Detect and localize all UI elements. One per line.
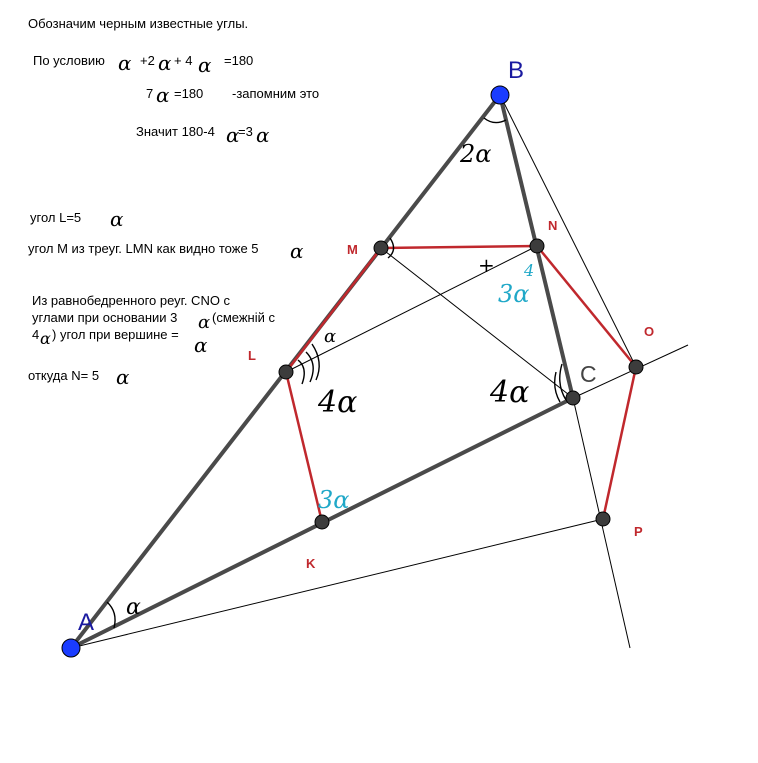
angle-n-small-label: 4 bbox=[524, 261, 535, 280]
side-m-n bbox=[381, 246, 537, 248]
note-line-2c: + 4 bbox=[174, 53, 193, 68]
notes bbox=[28, 16, 319, 389]
note-line-2-alpha-1: α bbox=[118, 51, 132, 75]
vertex-k bbox=[315, 515, 329, 529]
line-b-o bbox=[500, 95, 636, 367]
arc-b bbox=[484, 118, 506, 123]
note-line-4-alpha-1: α bbox=[226, 123, 240, 147]
line-a-p bbox=[71, 519, 603, 648]
label-n: N bbox=[548, 218, 558, 233]
note-line-6: угол M из треуг. LMN как видно тоже 5 bbox=[28, 241, 259, 256]
vertices bbox=[62, 86, 643, 657]
note-line-7: Из равнобедренного реуг. CNO с bbox=[32, 293, 231, 308]
note-line-9b: ) угол при вершине = bbox=[52, 327, 179, 342]
note-line-3-alpha: α bbox=[156, 83, 170, 107]
note-line-2-alpha-2: α bbox=[158, 51, 172, 75]
vertex-l bbox=[279, 365, 293, 379]
note-line-8b: (смежній с bbox=[212, 310, 275, 325]
vertex-b bbox=[491, 86, 509, 104]
label-c: C bbox=[580, 361, 597, 387]
angle-m-label: + bbox=[478, 253, 495, 277]
note-line-5: угол L=5 bbox=[30, 210, 82, 225]
side-l-m bbox=[286, 248, 381, 372]
angle-n-label: 3α bbox=[498, 280, 530, 308]
angle-a-label: α bbox=[126, 595, 141, 620]
angle-annotations bbox=[126, 140, 534, 620]
vertex-o bbox=[629, 360, 643, 374]
note-line-2b: +2 bbox=[140, 53, 155, 68]
label-b: B bbox=[508, 57, 525, 84]
side-o-p bbox=[603, 367, 636, 519]
arc-l-2 bbox=[306, 352, 313, 382]
label-l: L bbox=[248, 348, 256, 363]
label-o: O bbox=[644, 324, 655, 339]
vertex-n bbox=[530, 239, 544, 253]
angle-arcs bbox=[107, 118, 566, 628]
note-line-2d: =180 bbox=[224, 53, 254, 68]
label-p: P bbox=[634, 524, 643, 539]
note-line-8-alpha: α bbox=[198, 312, 211, 333]
note-line-4-alpha-2: α bbox=[256, 123, 270, 147]
label-a: A bbox=[78, 609, 95, 636]
note-line-4b: =3 bbox=[238, 124, 253, 139]
note-line-10: откуда N= 5 bbox=[28, 368, 100, 383]
label-m: M bbox=[347, 242, 358, 257]
note-line-10-alpha: α bbox=[116, 365, 130, 389]
angle-l-label: 4α bbox=[318, 385, 358, 420]
arc-a bbox=[107, 602, 115, 628]
note-line-9-alpha: α bbox=[40, 329, 51, 348]
note-line-5-alpha: α bbox=[110, 207, 124, 231]
side-l-k bbox=[286, 372, 322, 522]
vertex-p bbox=[596, 512, 610, 526]
point-labels bbox=[78, 57, 654, 636]
vertex-m bbox=[374, 241, 388, 255]
vertex-a bbox=[62, 639, 80, 657]
label-k: K bbox=[306, 556, 316, 571]
note-line-1: Обозначим черным известные углы. bbox=[28, 16, 249, 31]
note-line-3a: 7 bbox=[146, 86, 154, 101]
triangle-abc bbox=[71, 95, 573, 648]
note-line-2-alpha-3: α bbox=[198, 53, 212, 77]
angle-b-label: 2α bbox=[460, 140, 492, 168]
angle-l-upper-label: α bbox=[324, 326, 337, 347]
note-line-9-alpha-2: α bbox=[194, 333, 208, 357]
vertex-c bbox=[566, 391, 580, 405]
angle-k-label: 3α bbox=[318, 486, 350, 514]
note-line-3c: -запомним это bbox=[232, 86, 320, 101]
note-line-8: углами при основании 3 bbox=[32, 310, 178, 325]
note-line-4a: Значит 180-4 bbox=[136, 124, 215, 139]
angle-c-label: 4α bbox=[490, 375, 530, 410]
line-l-n bbox=[286, 246, 537, 372]
note-line-6-alpha: α bbox=[290, 239, 304, 263]
note-line-9: 4 bbox=[32, 327, 40, 342]
note-line-2a: По условию bbox=[33, 53, 105, 68]
note-line-3b: =180 bbox=[174, 86, 204, 101]
